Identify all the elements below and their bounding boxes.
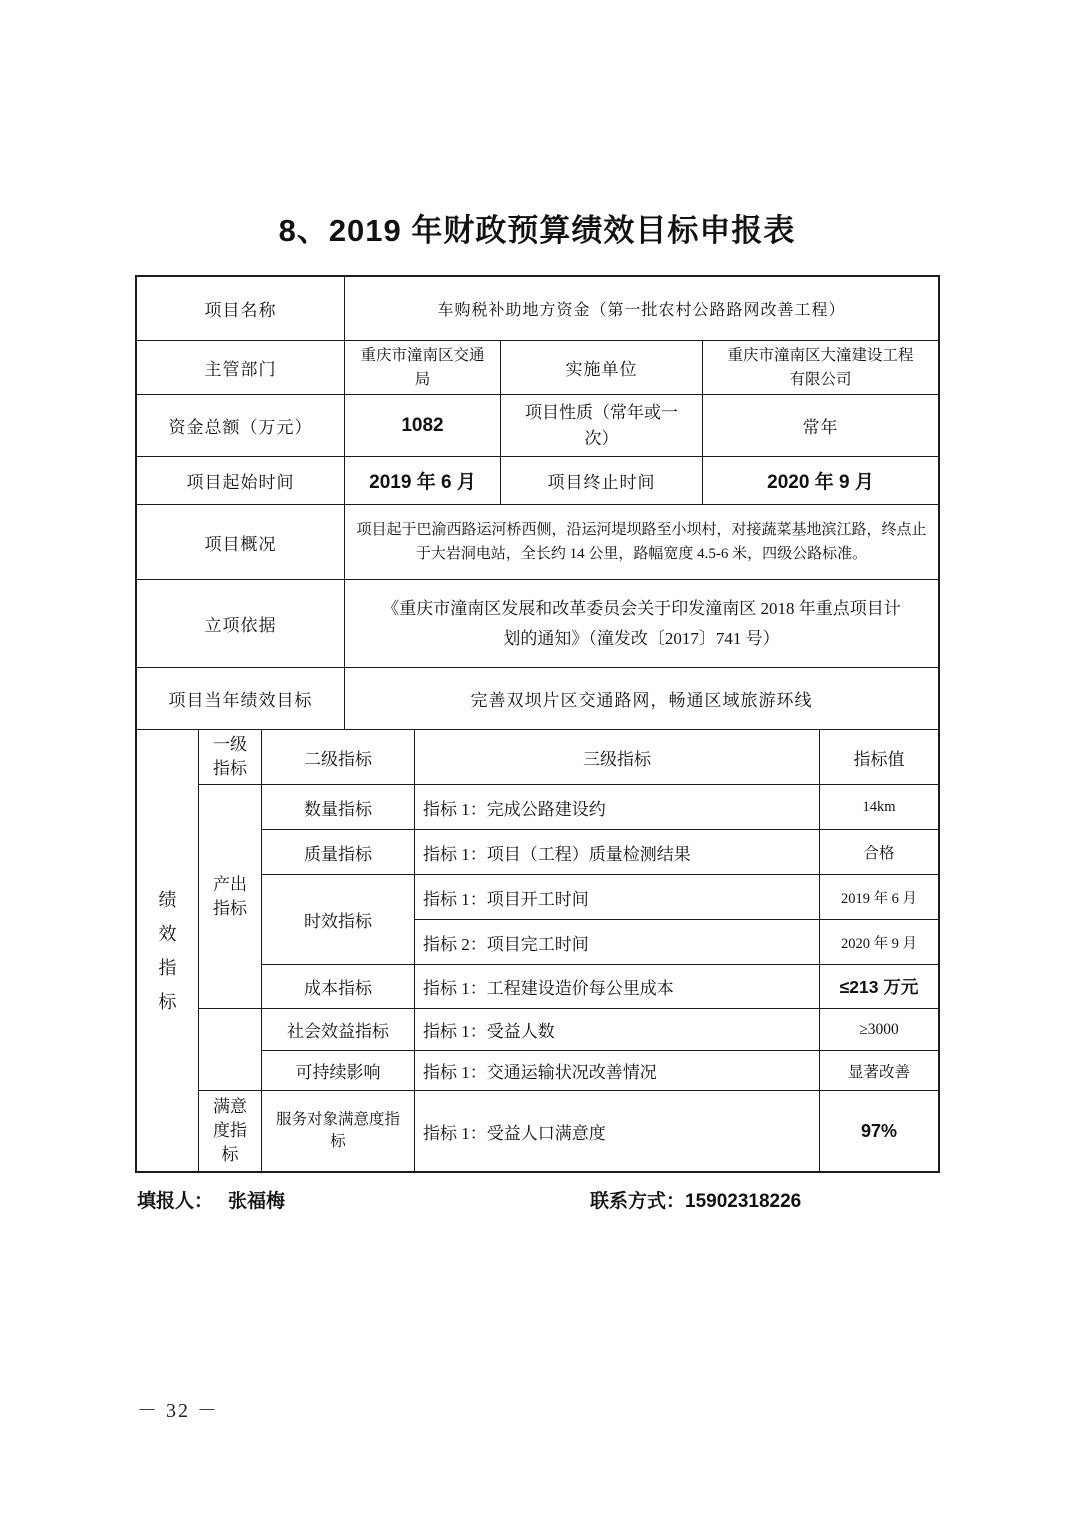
level3-start-time: 指标 1：项目开工时间: [415, 875, 820, 920]
overview-value: 项目起于巴渝西路运河桥西侧，沿运河堤坝路至小坝村，对接蔬菜基地滨江路，终点止于大岩洞电站，全长约 14 公里，路幅宽度 4.5-6 米，四级公路标准。: [345, 505, 938, 580]
level2-service-satisfaction: 服务对象满意度指标: [262, 1091, 415, 1171]
declaration-table: [135, 275, 940, 1173]
nature-value: 常年: [703, 395, 938, 457]
level2-timeliness: 时效指标: [262, 875, 415, 965]
level3-quality: 指标 1：项目（工程）质量检测结果: [415, 830, 820, 875]
contact-block: [590, 1186, 801, 1213]
row-amount-nature: [137, 395, 938, 457]
level3-finish-time: 指标 2：项目完工时间: [415, 920, 820, 965]
amount-value: 1082: [345, 395, 501, 457]
group-satisfaction-indicators: 满意度指标: [199, 1091, 262, 1171]
row-overview: [137, 505, 938, 580]
row-basis: [137, 580, 938, 668]
filler-label: 填报人：: [137, 1191, 214, 1212]
page-title: 8、2019 年财政预算绩效目标申报表: [278, 213, 796, 248]
level2-sustainability: 可持续影响: [262, 1051, 415, 1091]
end-label: 项目终止时间: [501, 457, 703, 505]
filler-block: [137, 1186, 285, 1213]
impl-label: 实施单位: [501, 341, 703, 395]
goal-value: 完善双坝片区交通路网，畅通区域旅游环线: [345, 668, 938, 730]
dept-value: 重庆市潼南区交通局: [345, 341, 501, 395]
value-transport-improvement: 显著改善: [820, 1051, 938, 1091]
amount-label: 资金总额（万元）: [137, 395, 345, 457]
goal-label: 项目当年绩效目标: [137, 668, 345, 730]
value-satisfaction: 97%: [860, 1120, 898, 1141]
footer: [137, 1186, 938, 1216]
row-project-name: [137, 277, 938, 341]
level2-quantity: 数量指标: [262, 785, 415, 830]
impl-value: 重庆市潼南区大潼建设工程有限公司: [703, 341, 938, 395]
value-quantity: 14km: [820, 785, 938, 830]
filler-name: 张福梅: [228, 1191, 286, 1212]
level3-satisfaction: 指标 1：受益人口满意度: [415, 1091, 820, 1171]
group-benefit-empty-cell: [199, 1009, 262, 1091]
page-number: － 32 －: [137, 1400, 219, 1422]
contact-label: 联系方式：: [590, 1191, 686, 1212]
value-cost: ≤213 万元: [820, 965, 938, 1009]
value-finish-time: 2020 年 9 月: [820, 920, 938, 965]
row-annual-goal: [137, 668, 938, 730]
header-level2: 二级指标: [262, 730, 415, 785]
level2-social-benefit: 社会效益指标: [262, 1009, 415, 1051]
overview-label: 项目概况: [137, 505, 345, 580]
header-level1: 一级指标: [199, 730, 262, 785]
header-level3: 三级指标: [415, 730, 820, 785]
end-value: 2020 年 9 月: [703, 457, 938, 505]
group-output-indicators: 产出指标: [199, 785, 262, 1009]
contact-phone: 15902318226: [685, 1191, 802, 1212]
level3-cost: 指标 1：工程建设造价每公里成本: [415, 965, 820, 1009]
level2-cost: 成本指标: [262, 965, 415, 1009]
header-value: 指标值: [820, 730, 938, 785]
level2-quality: 质量指标: [262, 830, 415, 875]
nature-label: 项目性质（常年或一次）: [501, 395, 703, 457]
level3-transport-improvement: 指标 1：交通运输状况改善情况: [415, 1051, 820, 1091]
value-start-time: 2019 年 6 月: [820, 875, 938, 920]
dept-label: 主管部门: [137, 341, 345, 395]
basis-value: 《重庆市潼南区发展和改革委员会关于印发潼南区 2018 年重点项目计划的通知》（潼发改〔2017〕741 号）: [345, 580, 938, 668]
project-name-label: 项目名称: [137, 277, 345, 341]
value-beneficiaries: ≥3000: [820, 1009, 938, 1051]
level3-quantity: 指标 1：完成公路建设约: [415, 785, 820, 830]
level3-beneficiaries: 指标 1：受益人数: [415, 1009, 820, 1051]
start-label: 项目起始时间: [137, 457, 345, 505]
project-name-value: 车购税补助地方资金（第一批农村公路路网改善工程）: [345, 277, 938, 341]
row-dates: [137, 457, 938, 505]
value-quality: 合格: [820, 830, 938, 875]
side-label-performance-indicators: 绩效指标: [137, 730, 199, 1171]
basis-label: 立项依据: [137, 580, 345, 668]
row-departments: [137, 341, 938, 395]
start-value: 2019 年 6 月: [345, 457, 501, 505]
indicator-grid: [137, 730, 938, 1171]
